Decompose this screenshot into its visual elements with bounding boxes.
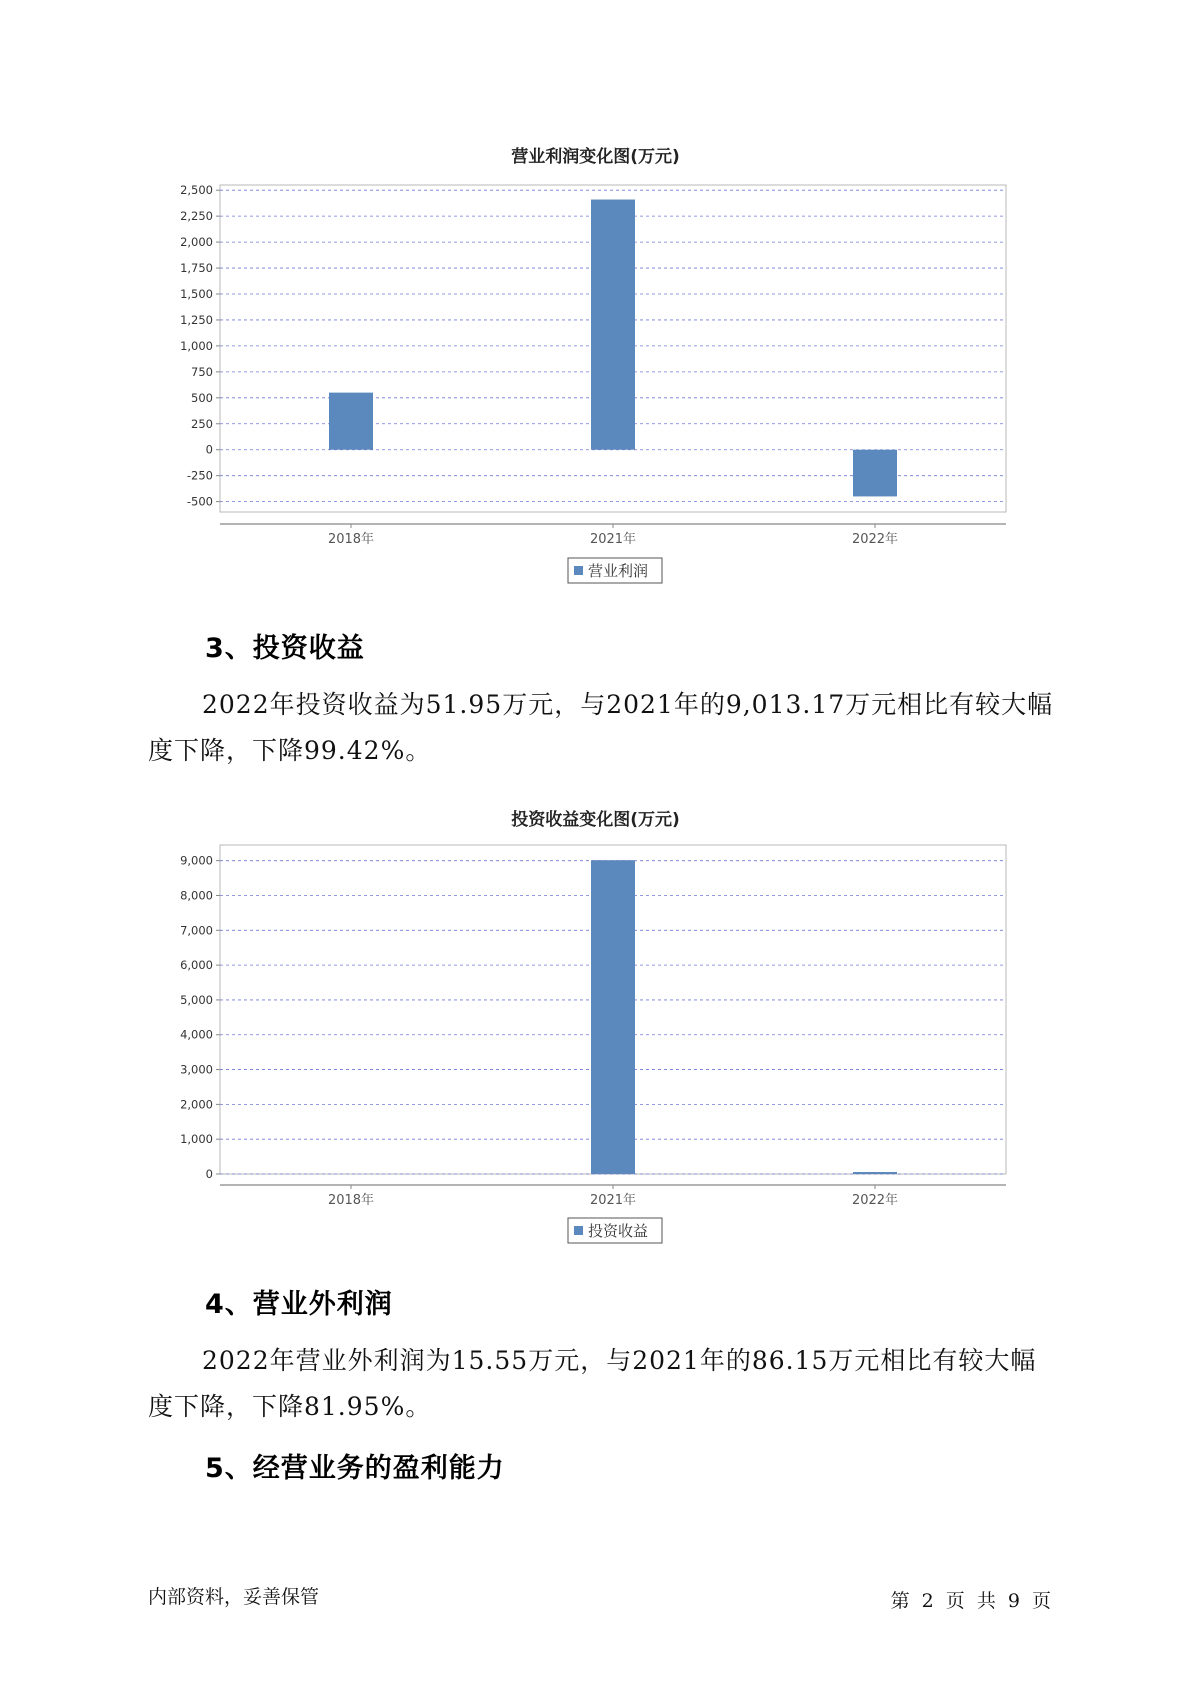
y-tick-label: 4,000 [180, 1027, 213, 1042]
y-tick-label: 1,750 [180, 261, 213, 276]
y-tick-label: 0 [205, 442, 213, 457]
y-tick-label: 7,000 [180, 923, 213, 938]
legend-swatch [574, 566, 583, 575]
y-tick-label: 2,000 [180, 1097, 213, 1112]
footer-confidential-note: 内部资料，妥善保管 [148, 1586, 320, 1608]
x-tick-label: 2022年 [851, 1193, 899, 1208]
y-tick-label: 3,000 [180, 1062, 213, 1077]
y-tick-label: 8,000 [180, 888, 213, 903]
y-tick-label: -250 [186, 468, 213, 483]
section-5-heading: 5、经营业务的盈利能力 [205, 1453, 505, 1484]
section-4-line1: 2022年营业外利润为15.55万元，与2021年的86.15万元相比有较大幅 [202, 1346, 1037, 1375]
footer-page-number: 第 2 页 共 9 页 [890, 1590, 1051, 1612]
y-tick-label: 1,250 [180, 312, 213, 327]
legend-label: 投资收益 [588, 1222, 649, 1240]
y-tick-label: 1,000 [180, 1132, 213, 1147]
y-tick-label: 500 [191, 390, 213, 405]
investment-income-chart [0, 835, 1191, 1265]
x-tick-label: 2018年 [327, 1193, 375, 1208]
section-4-heading: 4、营业外利润 [205, 1289, 393, 1320]
operating-profit-chart [0, 170, 1191, 640]
y-tick-label: 1,500 [180, 287, 213, 301]
bar-2021年 [591, 200, 635, 450]
y-tick-label: 250 [191, 416, 213, 431]
bar-2022年 [853, 450, 897, 497]
y-tick-label: 2,000 [180, 235, 213, 250]
bar-2022年 [853, 1172, 897, 1174]
bar-2021年 [591, 860, 635, 1174]
y-tick-label: 5,000 [180, 992, 213, 1007]
chart2-title: 投资收益变化图(万元) [511, 810, 680, 830]
legend-label: 营业利润 [588, 562, 649, 580]
y-tick-label: 2,500 [180, 183, 213, 198]
chart1-title: 营业利润变化图(万元) [511, 147, 680, 167]
x-tick-label: 2018年 [327, 532, 375, 547]
section-3-paragraph [148, 682, 1068, 774]
bar-2018年 [329, 393, 373, 450]
section-4-paragraph [148, 1338, 1068, 1430]
section-3-line1: 2022年投资收益为51.95万元，与2021年的9,013.17万元相比有较大幅 [202, 690, 1054, 719]
legend-swatch [574, 1226, 583, 1235]
x-tick-label: 2021年 [589, 1193, 637, 1208]
y-tick-label: -500 [186, 494, 213, 509]
x-tick-label: 2022年 [851, 532, 899, 547]
section-3-line2: 度下降，下降99.42%。 [148, 736, 432, 765]
x-tick-label: 2021年 [589, 532, 637, 547]
y-tick-label: 2,250 [180, 209, 213, 224]
section-4-line2: 度下降，下降81.95%。 [148, 1392, 432, 1421]
y-tick-label: 1,000 [180, 338, 213, 353]
section-3-heading: 3、投资收益 [205, 633, 365, 664]
y-tick-label: 0 [205, 1167, 213, 1181]
y-tick-label: 6,000 [180, 958, 213, 973]
y-tick-label: 750 [191, 364, 213, 379]
y-tick-label: 9,000 [180, 853, 213, 868]
